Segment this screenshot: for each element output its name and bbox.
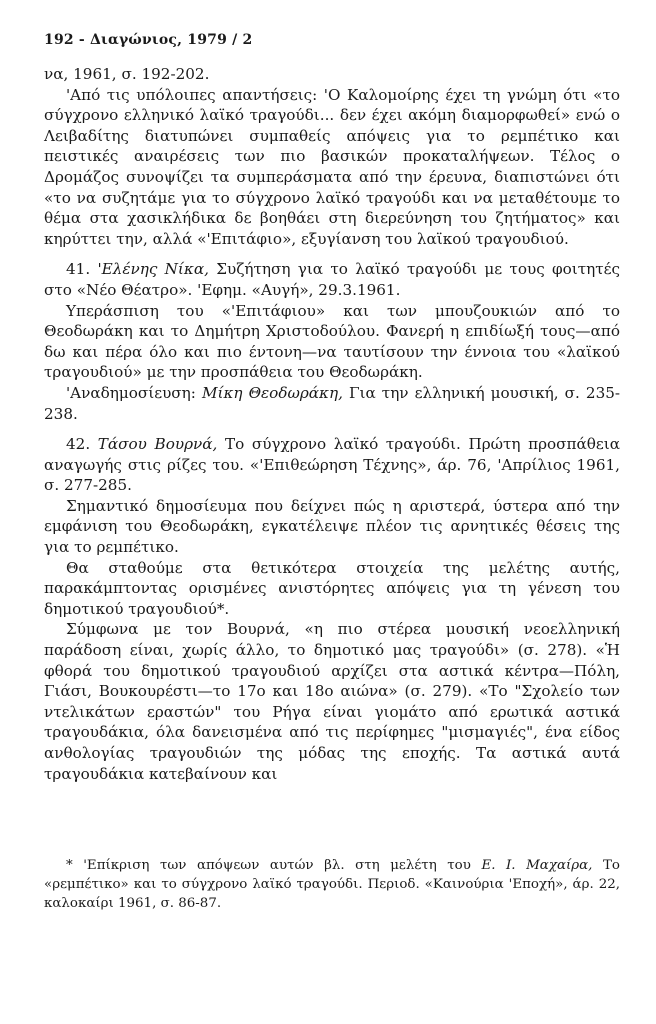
entry-number: 41. bbox=[66, 260, 91, 279]
entry-number: 42. bbox=[66, 435, 91, 454]
paragraph-responses: 'Από τις υπόλοιπες απαντήσεις: 'Ο Καλομοίρης έχει τη γνώμη ότι «το σύγχρονο ελληνικό λαϊκό τραγούδι... δεν έχει ακόμη διαμορφωθεί» ενώ ο Λειβαδίτης διατυπώνει συμπαθείς απόψεις για το ρεμπέτικο και πειστικές αναιρέσεις των πιο βασικών προκαταλήψεων. Τέλος ο Δρομάζος συνοψίζει τα συμπεράσματα από την έρευνα, διαπιστώνει ότι «το να συζητάμε για το σύγχρονο λαϊκό τραγούδι και να μεταθέτουμε το θέμα στα χασικλήδικα δε βοηθάει στη διερεύνηση του ζητήματος» και κηρύττει την, αλλά «'Επιτάφιο», εξυγίανση του λαϊκού τραγουδιού. bbox=[44, 85, 620, 248]
paragraph-important: Σημαντικό δημοσίευμα που δείχνει πώς η αριστερά, ύστερα από την εμφάνιση του Θεοδωράκη, εγκατέλειψε πλέον τις αρνητικές θέσεις της για το ρεμπέτικο. bbox=[44, 496, 620, 557]
paragraph-focus: Θα σταθούμε στα θετικότερα στοιχεία της μελέτης αυτής, παρακάμπτοντας ορισμένες ανιστόρητες απόψεις για τη γένεση του δημοτικού τραγουδιού*. bbox=[44, 558, 620, 618]
bibliography-entry-42 bbox=[44, 434, 620, 496]
footnote bbox=[44, 856, 620, 913]
paragraph-according: Σύμφωνα με τον Βουρνά, «η πιο στέρεα μουσική νεοελληνική παράδοση είναι, χωρίς άλλο, το δημοτικό μας τραγούδι» (σ. 278). «Ἡ φθορά του δημοτικού τραγουδιού αρχίζει στα αστικά κέντρα—Πόλη, Γιάσι, Βουκουρέστι—το 17ο και 18ο αιώνα» (σ. 279). «Το "Σχολείο των ντελικάτων εραστών" του Ρήγα είναι γιομάτο από ερωτικά αστικά τραγουδάκια, όλα δανεισμένα από τις περίφημες "μισμαγιές", ένα είδος ανθολογίας τραγουδιών της μόδας της εποχής. Τα αστικά αυτά τραγουδάκια κατεβαίνουν και bbox=[44, 620, 620, 783]
republication-author: Μίκη Θεοδωράκη, bbox=[201, 383, 343, 402]
paragraph-continuation: να, 1961, σ. 192-202. bbox=[44, 65, 210, 83]
entry-author: Τάσου Βουρνά, bbox=[97, 435, 218, 454]
footnote-lead: * 'Επίκριση των απόψεων αυτών βλ. στη μελέτη του bbox=[66, 858, 471, 873]
entry-author: 'Ελένης Νίκα, bbox=[97, 260, 209, 279]
republication-label: 'Αναδημοσίευση: bbox=[66, 383, 196, 402]
main-text bbox=[44, 64, 620, 784]
bibliography-entry-41 bbox=[44, 259, 620, 300]
paragraph-defence: Υπεράσπιση του «'Επιτάφιου» και των μπουζουκιών από το Θεοδωράκη και το Δημήτρη Χριστοδούλου. Φανερή η επιδίωξή τους—από δω και πέρα όλο και πιο έντονη—να ταυτίσουν την έννοια του «λαϊκού τραγουδιού» με την προσπάθεια του Θεοδωράκη. bbox=[44, 301, 620, 382]
entry-citation: Συζήτηση για το λαϊκό τραγούδι με τους φοιτητές στο «Νέο Θέατρο». 'Εφημ. «Αυγή», 29.3.1961. bbox=[44, 260, 621, 299]
footnote-citation: Το «ρεμπέτικο» και το σύγχρονο λαϊκό τραγούδι. Περιοδ. «Καινούρια 'Εποχή», άρ. 22, καλοκαίρι 1961, σ. 86-87. bbox=[44, 858, 620, 911]
footnote-author: Ε. Ι. Μαχαίρα, bbox=[481, 858, 593, 873]
republication-note bbox=[44, 383, 620, 424]
entry-citation: Το σύγχρονο λαϊκό τραγούδι. Πρώτη προσπάθεια αναγωγής στις ρίζες του. «'Επιθεώρηση Τέχνης», άρ. 76, 'Απρίλιος 1961, σ. 277-285. bbox=[44, 435, 621, 495]
footnote-text bbox=[44, 856, 620, 913]
republication-citation: Για την ελληνική μουσική, σ. 235-238. bbox=[44, 383, 621, 423]
running-head: 192 - Διαγώνιος, 1979 / 2 bbox=[44, 32, 253, 48]
